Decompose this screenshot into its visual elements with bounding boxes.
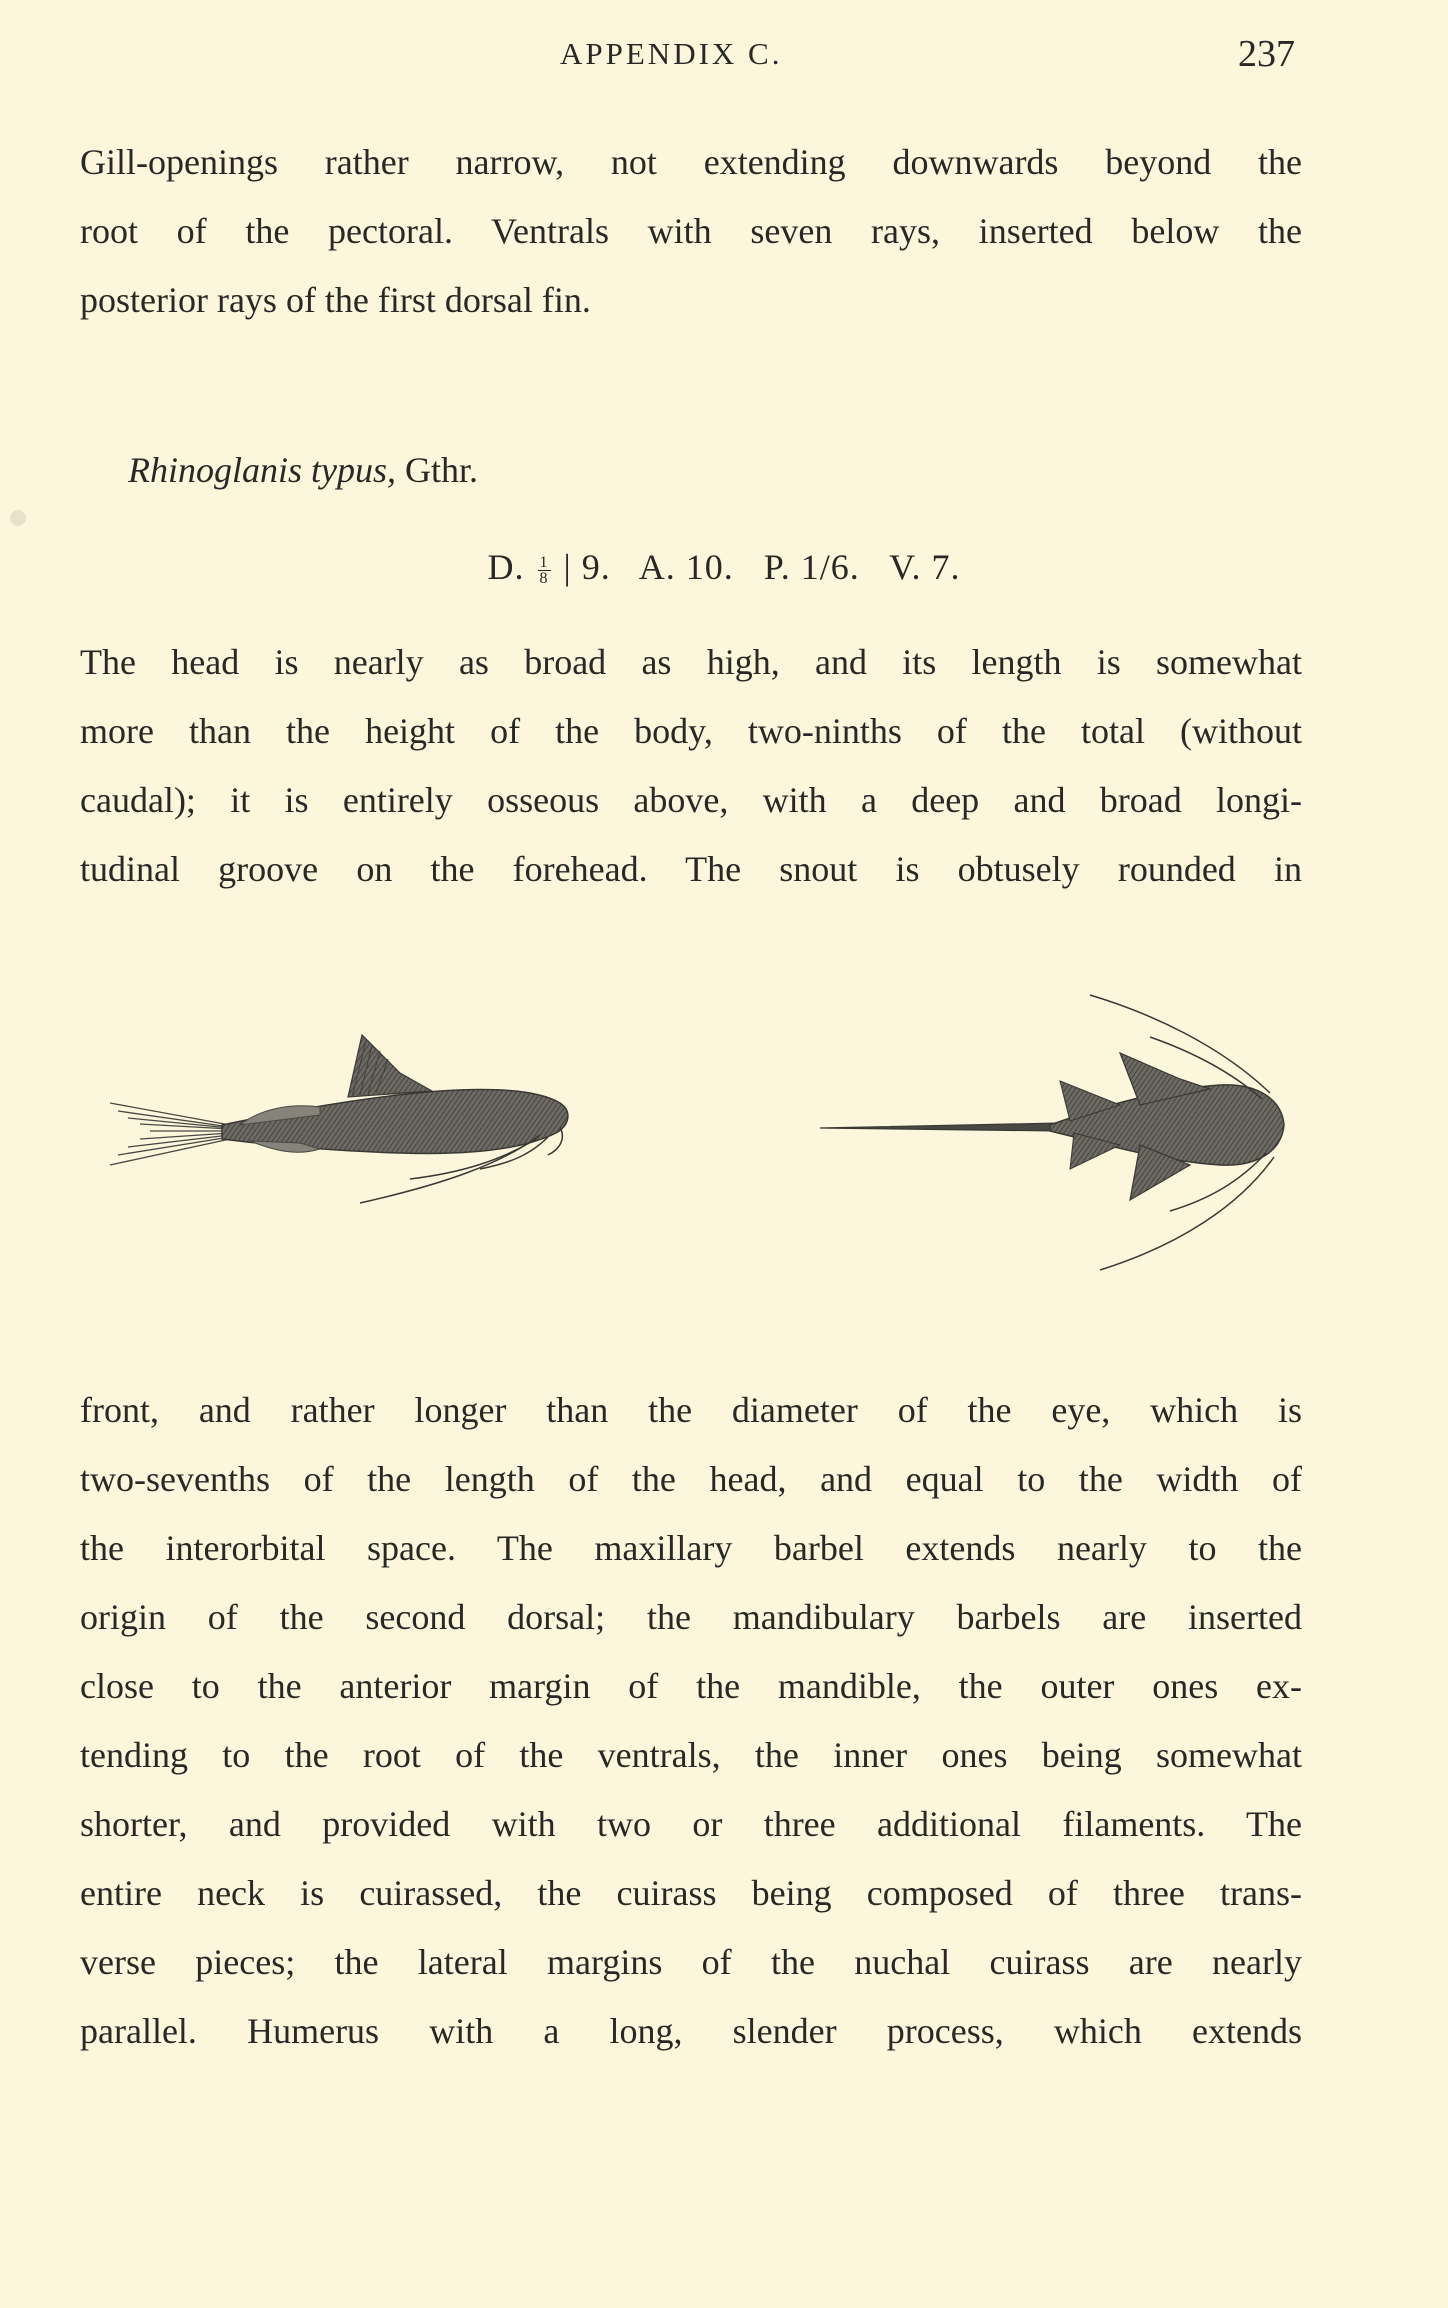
text-line: origin of the second dorsal; the mandibulary barbels are inserted bbox=[80, 1597, 1302, 1637]
page-speck bbox=[10, 510, 26, 526]
species-heading bbox=[128, 440, 478, 500]
fraction-denominator: 8 bbox=[539, 570, 549, 588]
text-line: tudinal groove on the forehead. The snout is obtusely rounded in bbox=[80, 849, 1302, 889]
text-line: entire neck is cuirassed, the cuirass being composed of three trans- bbox=[80, 1873, 1302, 1913]
text-line: posterior rays of the first dorsal fin. bbox=[80, 280, 591, 320]
species-name: Rhinoglanis typus, bbox=[128, 450, 396, 490]
text-line: The head is nearly as broad as high, and its length is somewhat bbox=[80, 642, 1302, 682]
text-line: more than the height of the body, two-ninths of the total (without bbox=[80, 711, 1302, 751]
text-line: close to the anterior margin of the mandible, the outer ones ex- bbox=[80, 1666, 1302, 1706]
fish-side-view bbox=[110, 1035, 568, 1203]
fin-formula-fraction bbox=[538, 555, 551, 586]
fish-illustration bbox=[0, 985, 1448, 1285]
paragraph-head-description bbox=[80, 628, 1302, 904]
text-line: shorter, and provided with two or three additional filaments. The bbox=[80, 1804, 1302, 1844]
running-title: APPENDIX C. bbox=[560, 36, 783, 71]
text-line: root of the pectoral. Ventrals with seven rays, inserted below the bbox=[80, 211, 1302, 251]
text-line: two-sevenths of the length of the head, and equal to the width of bbox=[80, 1459, 1302, 1499]
text-line: front, and rather longer than the diameter of the eye, which is bbox=[80, 1390, 1302, 1430]
text-line: Gill-openings rather narrow, not extending downwards beyond the bbox=[80, 142, 1302, 182]
text-line: parallel. Humerus with a long, slender process, which extends bbox=[80, 2011, 1302, 2051]
text-line: the interorbital space. The maxillary barbel extends nearly to the bbox=[80, 1528, 1302, 1568]
fraction-numerator: 1 bbox=[539, 554, 549, 572]
fish-dorsal-view bbox=[820, 995, 1284, 1270]
fin-formula-dorsal-prefix: D. bbox=[487, 547, 525, 587]
paragraph-gill-openings bbox=[80, 128, 1302, 335]
text-line: caudal); it is entirely osseous above, with a deep and broad longi- bbox=[80, 780, 1302, 820]
paragraph-front-description bbox=[80, 1376, 1302, 2066]
running-head bbox=[0, 28, 1448, 80]
text-line: tending to the root of the ventrals, the inner ones being somewhat bbox=[80, 1735, 1302, 1775]
fish-figure bbox=[0, 985, 1448, 1285]
fin-formula-rest: | 9. A. 10. P. 1/6. V. 7. bbox=[563, 547, 961, 587]
page-number: 237 bbox=[1238, 33, 1295, 75]
text-line: verse pieces; the lateral margins of the nuchal cuirass are nearly bbox=[80, 1942, 1302, 1982]
species-author: Gthr. bbox=[405, 450, 479, 490]
fin-formula bbox=[0, 532, 1448, 602]
